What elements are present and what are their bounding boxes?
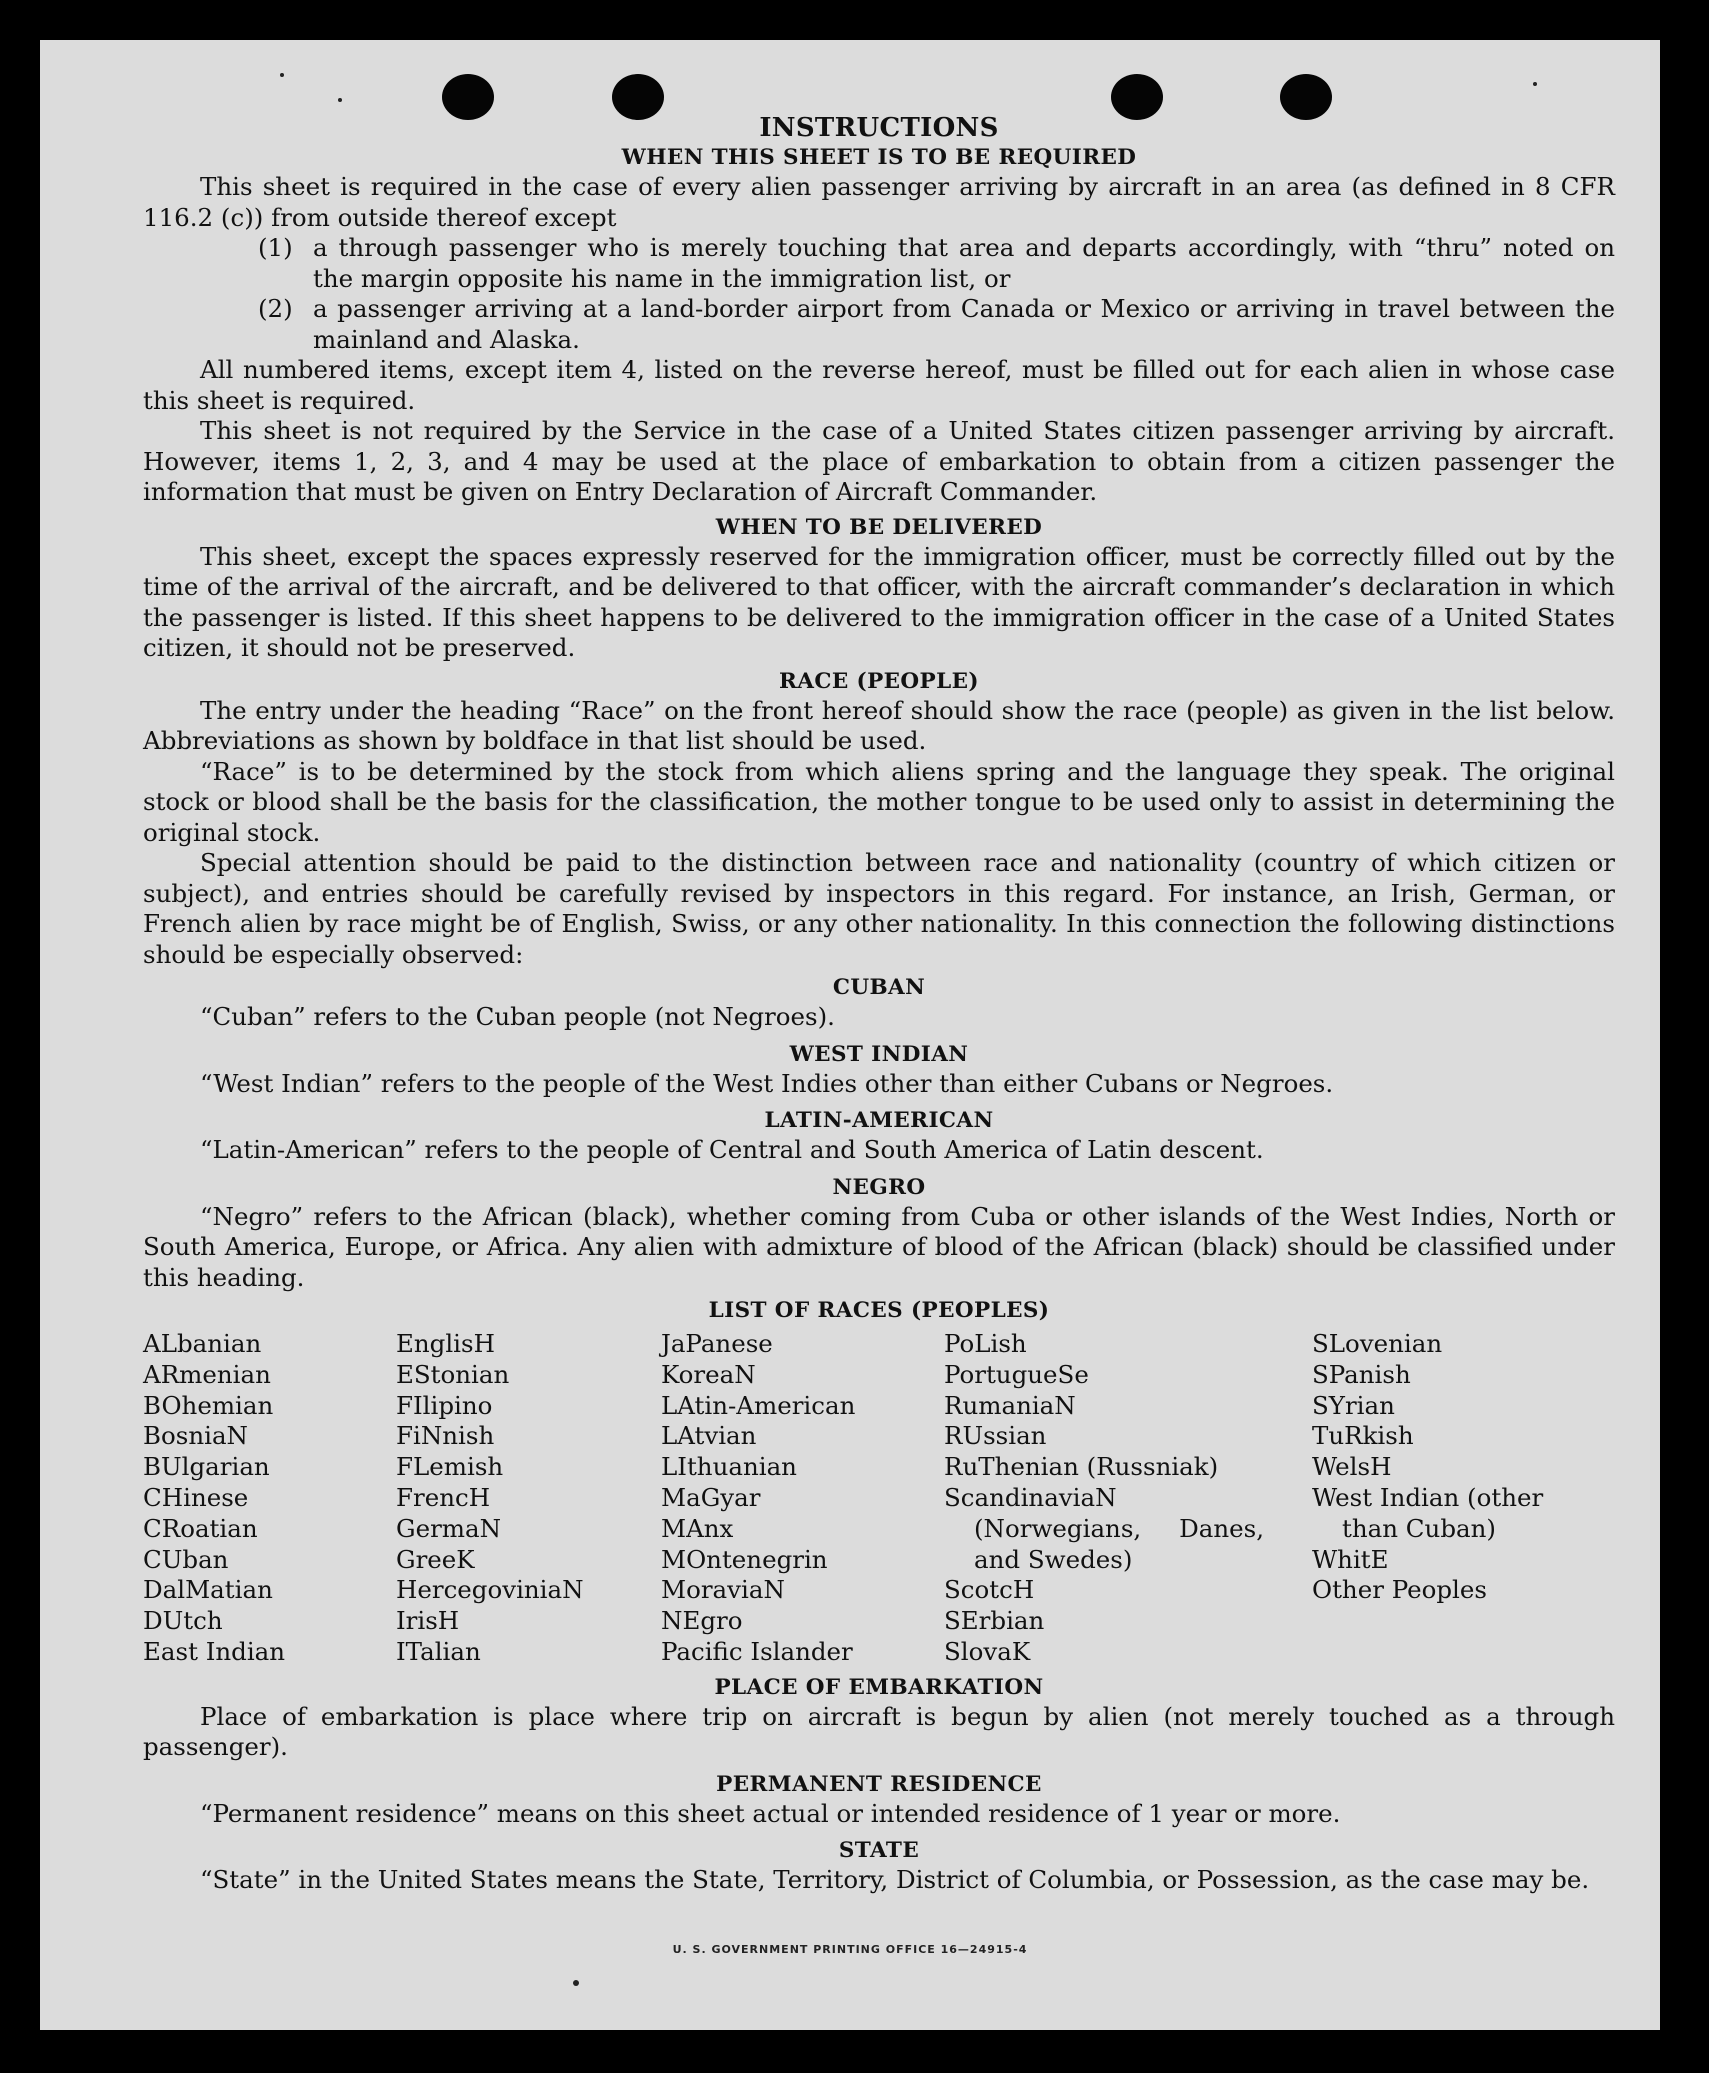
race-name: LAtvian — [661, 1421, 757, 1451]
race-name: PoLish — [944, 1329, 1027, 1358]
paragraph: Special attention should be paid to the distinction between race and nationality (country of which citizen or subject), and entries should be carefully revised by inspectors in this regard. For instance, an Irish, German, or French alien by race might be of English, Swiss, or any other nationality. In this connection the following distinctions should be especially observed: — [143, 848, 1615, 969]
race-name: NEgro — [661, 1606, 743, 1636]
section-heading: STATE — [838, 1838, 920, 1864]
paragraph: “Race” is to be determined by the stock from which aliens spring and the language they speak. The original stock or blood shall be the basis for the classification, the mother tongue to be used only to assist in determining the original stock. — [143, 756, 1615, 847]
printer-imprint: U. S. GOVERNMENT PRINTING OFFICE 16—24915-4 — [672, 1943, 1028, 1956]
race-name: LAtin-American — [661, 1390, 856, 1420]
item-number: (1) — [258, 233, 293, 262]
paragraph: “Negro” refers to the African (black), whether coming from Cuba or other islands of the West Indies, North or South America, Europe, or Africa. Any alien with admixture of blood of the African (black) should be classified under this heading. — [143, 1201, 1615, 1292]
race-name: SErbian — [944, 1606, 1045, 1636]
race-name: DUtch — [143, 1606, 223, 1636]
section-heading: WHEN THIS SHEET IS TO BE REQUIRED — [621, 145, 1137, 170]
race-name: ScotcH — [944, 1575, 1035, 1605]
speck — [1533, 82, 1537, 86]
race-name: RuThenian (Russniak) — [944, 1452, 1219, 1482]
race-name: MoraviaN — [661, 1575, 785, 1605]
race-name: FIlipino — [396, 1390, 493, 1420]
speck — [280, 73, 284, 77]
race-name: West Indian (other than Cuban) — [1312, 1482, 1544, 1543]
item-text: a passenger arriving at a land-border airport from Canada or Mexico or arriving in travel between the mainland and Alaska. — [313, 294, 1615, 354]
paragraph: This sheet is not required by the Service in the case of a United States citizen passenger arriving by aircraft. However, items 1, 2, 3, and 4 may be used at the place of embarkation to obtain from a citizen passenger the information that must be given on Entry Declaration of Aircraft Commander. — [143, 416, 1615, 506]
instructions-content — [143, 112, 1615, 1896]
speck — [338, 98, 342, 102]
item-text: a through passenger who is merely touching that area and departs accordingly, with “thru” noted on the margin opposite his name in the immigration list, or — [313, 233, 1615, 293]
race-name: BUlgarian — [143, 1452, 270, 1482]
document-sheet — [40, 40, 1660, 2030]
race-name: SPanish — [1312, 1359, 1411, 1389]
race-name: IrisH — [396, 1606, 460, 1636]
paragraph: This sheet is required in the case of every alien passenger arriving by aircraft in an area (as defined in 8 CFR 116.2 (c)) from outside thereof except — [143, 172, 1615, 232]
race-name: EnglisH — [396, 1329, 495, 1358]
race-name: GreeK — [396, 1544, 475, 1574]
paragraph: “Permanent residence” means on this sheet actual or intended residence of 1 year or more. — [200, 1798, 1341, 1828]
section-heading: WEST INDIAN — [789, 1041, 969, 1067]
race-name: MaGyar — [661, 1482, 761, 1512]
paragraph: Place of embarkation is place where trip on aircraft is begun by alien (not merely touched as a through passenger). — [143, 1701, 1615, 1762]
race-name: EStonian — [396, 1359, 510, 1389]
race-name: ScandinaviaN (Norwegians, Danes, and Swedes) — [944, 1482, 1264, 1574]
item-number: (2) — [258, 294, 293, 323]
race-name: RUssian — [944, 1421, 1047, 1451]
race-name: BosniaN — [143, 1421, 248, 1451]
section-heading: CUBAN — [832, 975, 926, 1000]
race-name: DalMatian — [143, 1575, 273, 1605]
race-name: SYrian — [1312, 1390, 1395, 1420]
speck — [573, 1980, 579, 1986]
page-title: INSTRUCTIONS — [759, 113, 999, 143]
races-column — [143, 1329, 396, 1668]
section-heading: NEGRO — [832, 1174, 926, 1200]
race-name: East Indian — [143, 1636, 286, 1666]
paragraph: All numbered items, except item 4, listed on the reverse hereof, must be filled out for each alien in whose case this sheet is required. — [143, 355, 1615, 415]
race-name: ITalian — [396, 1636, 481, 1666]
race-name: FLemish — [396, 1452, 504, 1482]
race-name: TuRkish — [1312, 1421, 1414, 1451]
race-name: WhitE — [1312, 1544, 1389, 1574]
list-item — [143, 233, 1615, 294]
paragraph: “State” in the United States means the State, Territory, District of Columbia, or Possession, as the case may be. — [200, 1865, 1590, 1895]
race-name: HercegoviniaN — [396, 1575, 584, 1605]
race-name: RumaniaN — [944, 1390, 1076, 1420]
races-column — [396, 1329, 661, 1668]
races-column — [661, 1329, 944, 1668]
paragraph: This sheet, except the spaces expressly reserved for the immigration officer, must be correctly filled out by the time of the arrival of the aircraft, and be delivered to that officer, with the aircraft commander’s declaration in which the passenger is listed. If this sheet happens to be delivered to the immigration officer in the case of a United States citizen, it should not be preserved. — [143, 541, 1615, 662]
section-heading: LATIN-AMERICAN — [764, 1108, 994, 1133]
race-name: ARmenian — [143, 1359, 271, 1389]
race-name: WelsH — [1312, 1452, 1392, 1482]
race-name: BOhemian — [143, 1390, 274, 1420]
race-name: LIthuanian — [661, 1452, 797, 1482]
race-name: CUban — [143, 1544, 229, 1574]
section-heading: LIST OF RACES (PEOPLES) — [708, 1298, 1050, 1323]
race-name: FiNnish — [396, 1421, 495, 1451]
race-name: SLovenian — [1312, 1329, 1443, 1358]
list-item — [143, 294, 1615, 355]
race-name: CHinese — [143, 1482, 249, 1512]
section-heading: PERMANENT RESIDENCE — [716, 1771, 1042, 1797]
races-column — [944, 1329, 1312, 1668]
paragraph: “West Indian” refers to the people of the West Indies other than either Cubans or Negroes. — [200, 1068, 1334, 1098]
paragraph: “Cuban” refers to the Cuban people (not Negroes). — [200, 1002, 835, 1031]
race-name: ALbanian — [143, 1329, 262, 1358]
section-heading: PLACE OF EMBARKATION — [714, 1674, 1044, 1700]
paragraph: “Latin-American” refers to the people of Central and South America of Latin descent. — [200, 1135, 1264, 1164]
paragraph: The entry under the heading “Race” on the front hereof should show the race (people) as given in the list below. Abbreviations as shown by boldface in that list should be used. — [143, 695, 1615, 755]
race-name: MAnx — [661, 1513, 734, 1543]
races-column — [1312, 1329, 1572, 1668]
race-name: CRoatian — [143, 1513, 258, 1543]
race-name: JaPanese — [661, 1329, 773, 1358]
race-name: Pacific Islander — [661, 1636, 853, 1666]
section-heading: WHEN TO BE DELIVERED — [715, 514, 1043, 540]
race-name: MOntenegrin — [661, 1544, 828, 1574]
race-name: FrencH — [396, 1482, 491, 1512]
section-heading: RACE (PEOPLE) — [778, 668, 980, 694]
race-name: KoreaN — [661, 1359, 756, 1389]
race-name: SlovaK — [944, 1636, 1031, 1666]
race-name: Other Peoples — [1312, 1575, 1487, 1605]
race-name: PortugueSe — [944, 1359, 1089, 1389]
races-list — [143, 1329, 1615, 1668]
race-name: GermaN — [396, 1513, 502, 1543]
